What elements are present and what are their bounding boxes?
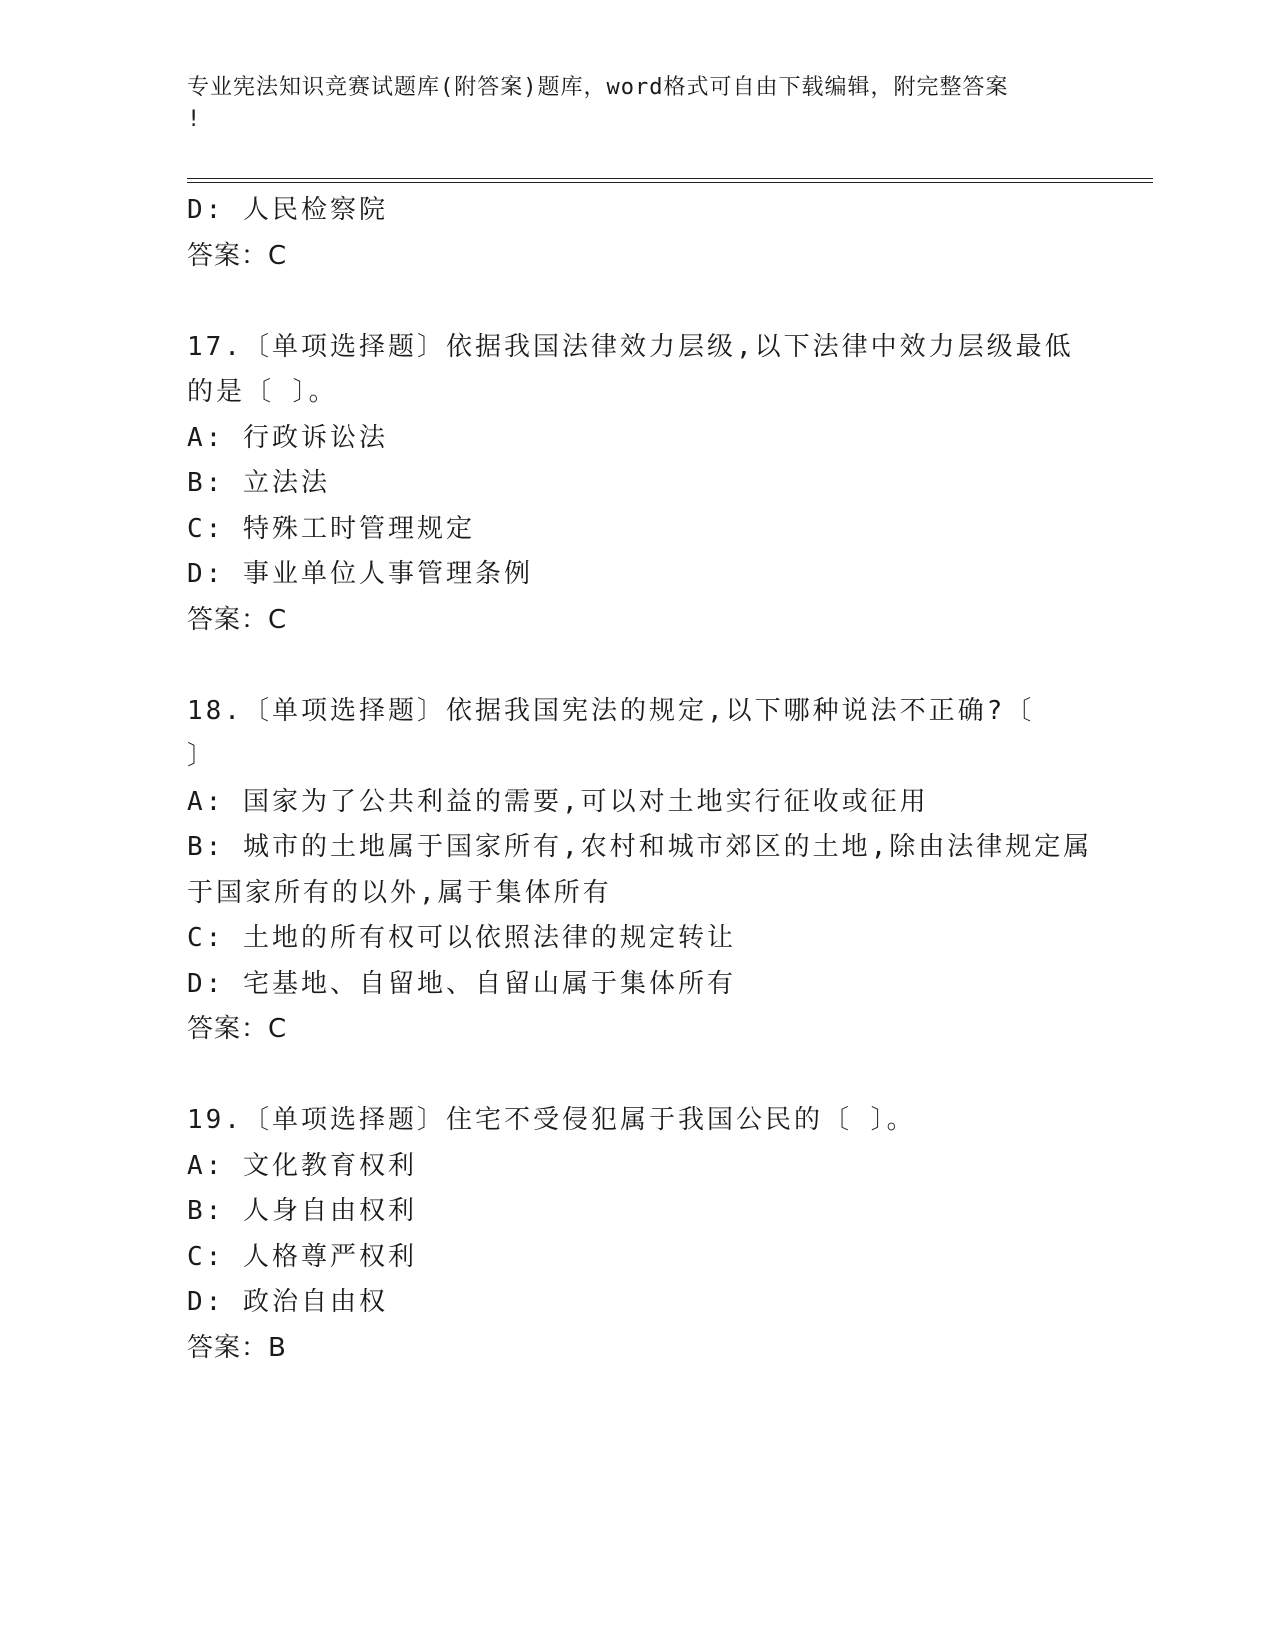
header-title-continuation: ! [187, 107, 202, 132]
question-stem: 19.〔单项选择题〕住宅不受侵犯属于我国公民的〔 〕。 [187, 1105, 916, 1135]
option-c: C: 特殊工时管理规定 [187, 513, 475, 544]
question-17 [187, 325, 1074, 644]
answer-line: 答案：B [187, 1332, 287, 1363]
spacer [187, 279, 1087, 325]
option-b-continuation: 于国家所有的以外,属于集体所有 [187, 877, 612, 908]
option-d: D: 事业单位人事管理条例 [187, 559, 533, 589]
question-16-tail [187, 188, 1067, 279]
question-stem-continuation: 〕 [187, 741, 217, 771]
option-a: A: 文化教育权利 [187, 1150, 417, 1181]
spacer [187, 643, 1087, 689]
answer-line: 答案：C [187, 1014, 288, 1044]
question-stem: 18.〔单项选择题〕依据我国宪法的规定,以下哪种说法不正确?〔 [187, 695, 1035, 726]
option-d: D: 宅基地、自留地、自留山属于集体所有 [187, 968, 736, 999]
option-a: A: 国家为了公共利益的需要,可以对土地实行征收或征用 [187, 786, 929, 817]
option-a: A: 行政诉讼法 [187, 422, 388, 453]
option-d: D: 政治自由权 [187, 1287, 388, 1317]
document-body [187, 188, 1093, 1371]
spacer [187, 1053, 1087, 1099]
page-header [187, 72, 1087, 136]
answer-line: 答案：C [187, 240, 288, 271]
question-18 [187, 689, 1093, 1053]
header-title: 专业宪法知识竞赛试题库(附答案)题库，word格式可自由下载编辑，附完整答案 [187, 75, 1009, 100]
option-b: B: 人身自由权利 [187, 1196, 417, 1226]
question-stem: 17.〔单项选择题〕依据我国法律效力层级,以下法律中效力层级最低 [187, 331, 1074, 362]
option-d: D: 人民检察院 [187, 195, 388, 225]
question-stem-continuation: 的是〔 〕。 [187, 377, 338, 407]
option-c: C: 人格尊严权利 [187, 1241, 417, 1272]
option-c: C: 土地的所有权可以依照法律的规定转让 [187, 923, 736, 953]
answer-line: 答案：C [187, 604, 288, 635]
option-b: B: 立法法 [187, 468, 330, 498]
option-b: B: 城市的土地属于国家所有,农村和城市郊区的土地,除由法律规定属 [187, 832, 1093, 862]
header-divider [187, 178, 1153, 183]
question-19 [187, 1098, 1067, 1371]
